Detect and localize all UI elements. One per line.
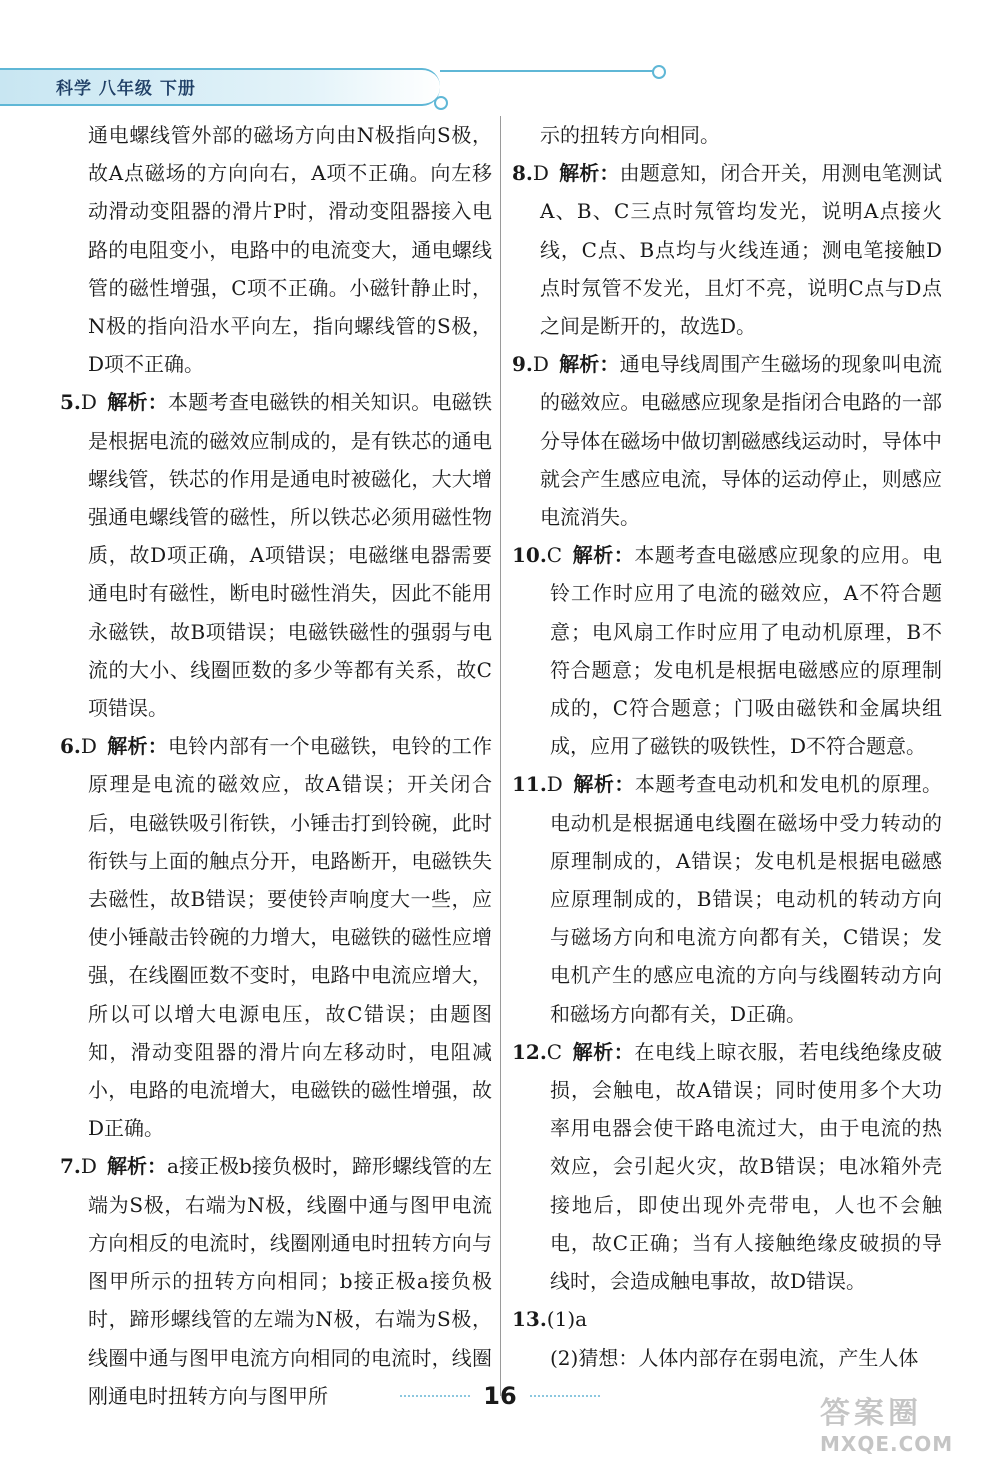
item-number: 10. xyxy=(512,543,547,568)
item-keyword: 解析： xyxy=(106,734,169,759)
page-number: 16 xyxy=(483,1382,517,1410)
item-answer: D xyxy=(546,772,563,797)
item-text: 在电线上晾衣服，若电线绝缘皮破损，会触电，故A错误；同时使用多个大功率用电器会使干路电流过大，由于电流的热效应，会引起火灾，故B错误；电冰箱外壳接地后，即使出现外壳带电，人也不会触电，故C正确；当有人接触绝缘皮破损的导线时，会造成触电事故，故D错误。 xyxy=(550,1039,943,1294)
item-number: 9. xyxy=(512,352,533,377)
watermark-url: MXQE.COM xyxy=(820,1432,954,1456)
item-text: 通电导线周围产生磁场的现象叫电流的磁效应。电磁感应现象是指闭合电路的一部分导体在磁场中做切割磁感线运动时，导体中就会产生感应电流，导体的运动停止，则感应电流消失。 xyxy=(540,352,943,530)
item-number: 12. xyxy=(512,1039,547,1064)
item-answer: D xyxy=(80,1154,97,1179)
left-column xyxy=(60,116,492,1415)
item-keyword: 解析： xyxy=(558,161,620,186)
item-answer: (1)a xyxy=(546,1307,588,1332)
item-number: 7. xyxy=(60,1154,81,1179)
answer-item-10 xyxy=(512,536,942,765)
item-keyword: 解析： xyxy=(558,352,620,377)
item-keyword: 解析： xyxy=(106,1154,168,1179)
item-text: 本题考查电磁感应现象的应用。电铃工作时应用了电流的磁效应，A不符合题意；电风扇工作时应用了电动机原理，B不符合题意；发电机是根据电磁感应的原理制成的，C符合题意；门吸由磁铁和金属块组成，应用了磁铁的吸铁性，D不符合题意。 xyxy=(550,543,943,759)
answer-item-13-sub: (2)猜想：人体内部存在弱电流，产生人体 xyxy=(550,1345,919,1370)
footer-decoration-left xyxy=(400,1395,470,1403)
page-header xyxy=(0,60,1000,110)
item-text: 本题考查电磁铁的相关知识。电磁铁是根据电流的磁效应制成的，是有铁芯的通电螺线管，铁芯的作用是通电时被磁化，大大增强通电螺线管的磁性，所以铁芯必须用磁性物质，故D项正确，A项错误；电磁继电器需要通电时有磁性，断电时磁性消失，因此不能用永磁铁，故B项错误；电磁铁磁性的强弱与电流的大小、线圈匝数的多少等都有关系，故C项错误。 xyxy=(88,390,493,721)
answer-item-12 xyxy=(512,1033,942,1300)
item-answer: D xyxy=(80,390,97,415)
watermark xyxy=(820,1388,995,1460)
item-text: a接正极b接负极时，蹄形螺线管的左端为S极，右端为N极，线圈中通与图甲电流方向相反的电流时，线圈刚通电时扭转方向与图甲所示的扭转方向相同；b接正极a接负极时，蹄形螺线管的左端为N极，右端为S极，线圈中通与图甲电流方向相同的电流时，线圈刚通电时扭转方向与图甲所 xyxy=(88,1154,493,1408)
item-number: 11. xyxy=(512,772,547,797)
item-number: 13. xyxy=(512,1307,547,1332)
item-keyword: 解析： xyxy=(572,1039,635,1064)
right-column xyxy=(512,116,942,1377)
answer-item-11 xyxy=(512,765,942,1032)
item-number: 8. xyxy=(512,161,533,186)
item-answer: C xyxy=(546,543,563,568)
column-divider xyxy=(500,116,501,1396)
watermark-logo: 答案圈 xyxy=(820,1396,922,1431)
item-text: 本题考查电动机和发电机的原理。电动机是根据通电线圈在磁场中受力转动的原理制成的，A错误；发电机是根据电磁感应原理制成的，B错误；电动机的转动方向与磁场方向和电流方向都有关，C错误；发电机产生的感应电流的方向与线圈转动方向和磁场方向都有关，D正确。 xyxy=(550,772,943,1026)
item-answer: D xyxy=(532,161,549,186)
item-keyword: 解析： xyxy=(572,772,635,797)
continued-text: 示的扭转方向相同。 xyxy=(540,123,720,147)
item-keyword: 解析： xyxy=(572,543,635,568)
item-answer: D xyxy=(532,352,549,377)
header-title: 科学 八年级 下册 xyxy=(56,79,196,99)
answer-item-7 xyxy=(60,1147,492,1414)
answer-item-8 xyxy=(512,154,942,345)
answer-item-13 xyxy=(512,1300,942,1338)
answer-item-6 xyxy=(60,727,492,1147)
item-number: 6. xyxy=(60,734,81,759)
item-answer: C xyxy=(546,1039,563,1064)
header-dot-icon xyxy=(652,65,666,79)
item-answer: D xyxy=(80,734,97,759)
footer-decoration-right xyxy=(530,1395,600,1403)
item-text: 由题意知，闭合开关，用测电笔测试A、B、C三点时氖管均发光，说明A点接火线，C点、B点均与火线连通；测电笔接触D点时氖管不发光，且灯不亮，说明C点与D点之间是断开的，故选D。 xyxy=(540,161,943,339)
header-dot-icon-2 xyxy=(434,96,448,110)
item-number: 5. xyxy=(60,390,81,415)
answer-item-9 xyxy=(512,345,942,536)
header-line xyxy=(440,70,658,72)
continued-text: 通电螺线管外部的磁场方向由N极指向S极，故A点磁场的方向向右，A项不正确。向左移动滑动变阻器的滑片P时，滑动变阻器接入电路的电阻变小，电路中的电流变大，通电螺线管的磁性增强，C项不正确。小磁针静止时，N极的指向沿水平向左，指向螺线管的S极，D项不正确。 xyxy=(88,123,492,377)
item-keyword: 解析： xyxy=(106,390,169,415)
item-text: 电铃内部有一个电磁铁，电铃的工作原理是电流的磁效应，故A错误；开关闭合后，电磁铁吸引衔铁，小锤击打到铃碗，此时衔铁与上面的触点分开，电路断开，电磁铁失去磁性，故B错误；要使铃声响度大一些，应使小锤敲击铃碗的力增大，电磁铁的磁性应增强，在线圈匝数不变时，电路中电流应增大，所以可以增大电源电压，故C错误；由题图知，滑动变阻器的滑片向左移动时，电阻减小，电路的电流增大，电磁铁的磁性增强，故D正确。 xyxy=(88,734,493,1141)
answer-item-5 xyxy=(60,383,492,727)
